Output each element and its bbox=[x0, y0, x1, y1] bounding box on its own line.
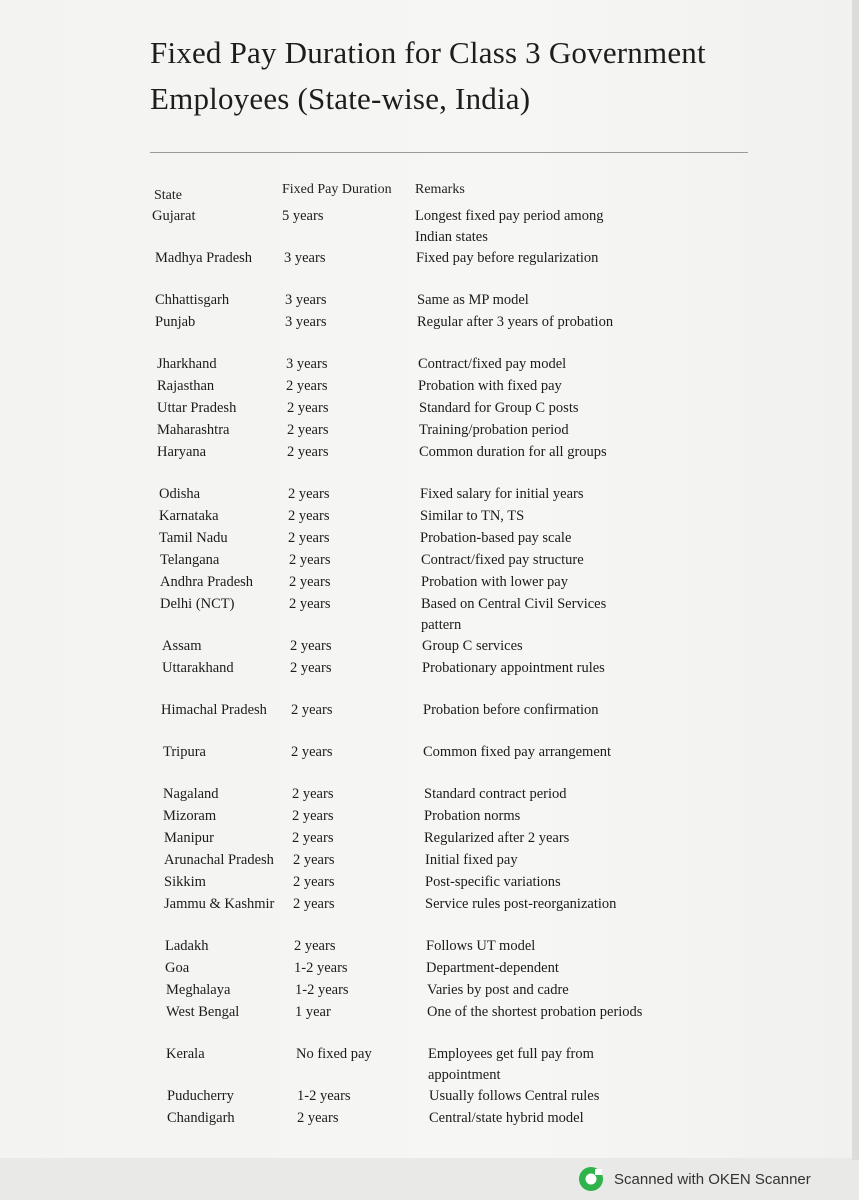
cell-duration: 2 years bbox=[291, 702, 333, 718]
cell-remarks: Training/probation period bbox=[419, 422, 569, 438]
cell-state: Meghalaya bbox=[166, 982, 231, 998]
cell-state: West Bengal bbox=[166, 1004, 240, 1020]
cell-remarks: Same as MP model bbox=[417, 292, 529, 308]
cell-duration: 2 years bbox=[288, 508, 330, 524]
cell-state: Andhra Pradesh bbox=[160, 574, 254, 590]
page-edge bbox=[852, 0, 859, 1160]
cell-remarks: Fixed salary for initial years bbox=[420, 486, 584, 502]
oken-logo-icon bbox=[578, 1166, 604, 1192]
cell-remarks: Longest fixed pay period among Indian states bbox=[415, 208, 604, 245]
cell-remarks: Service rules post-reorganization bbox=[425, 896, 617, 912]
cell-duration: 3 years bbox=[284, 250, 326, 266]
cell-state: Karnataka bbox=[159, 508, 219, 524]
cell-remarks: Contract/fixed pay model bbox=[418, 356, 567, 372]
cell-state: Odisha bbox=[159, 486, 201, 502]
scanner-text: Scanned with OKEN Scanner bbox=[614, 1170, 811, 1188]
cell-remarks: Department-dependent bbox=[426, 960, 559, 976]
cell-state: Arunachal Pradesh bbox=[164, 852, 274, 868]
cell-duration: 2 years bbox=[289, 596, 331, 612]
cell-remarks: Usually follows Central rules bbox=[429, 1088, 600, 1104]
page-title: Fixed Pay Duration for Class 3 Government Employees (State-wise, India) bbox=[150, 35, 706, 116]
cell-duration: 2 years bbox=[286, 378, 328, 394]
cell-remarks: One of the shortest probation periods bbox=[427, 1004, 643, 1020]
cell-duration: 2 years bbox=[287, 400, 329, 416]
cell-remarks: Regularized after 2 years bbox=[424, 830, 570, 846]
cell-remarks: Standard for Group C posts bbox=[419, 400, 579, 416]
cell-state: Ladakh bbox=[165, 938, 209, 954]
cell-state: Puducherry bbox=[167, 1088, 234, 1104]
cell-remarks: Regular after 3 years of probation bbox=[417, 314, 614, 330]
cell-state: Jharkhand bbox=[157, 356, 217, 372]
cell-state: Tamil Nadu bbox=[159, 530, 228, 546]
cell-duration: 2 years bbox=[297, 1110, 339, 1126]
header-remarks: Remarks bbox=[415, 182, 465, 197]
cell-remarks: Follows UT model bbox=[426, 938, 536, 954]
cell-duration: 2 years bbox=[290, 638, 332, 654]
cell-duration: 1 year bbox=[295, 1004, 331, 1020]
cell-remarks: Central/state hybrid model bbox=[429, 1110, 584, 1126]
cell-state: Delhi (NCT) bbox=[160, 596, 235, 612]
cell-remarks: Standard contract period bbox=[424, 786, 567, 802]
cell-remarks: Probation before confirmation bbox=[423, 702, 599, 718]
cell-remarks: Post-specific variations bbox=[425, 874, 561, 890]
cell-duration: 1-2 years bbox=[294, 960, 348, 976]
cell-state: Nagaland bbox=[163, 786, 219, 802]
cell-duration: 2 years bbox=[289, 574, 331, 590]
cell-remarks: Common fixed pay arrangement bbox=[423, 744, 612, 760]
cell-remarks: Initial fixed pay bbox=[425, 852, 518, 868]
cell-remarks: Contract/fixed pay structure bbox=[421, 552, 584, 568]
cell-state: Manipur bbox=[164, 830, 214, 846]
cell-duration: 2 years bbox=[288, 486, 330, 502]
cell-duration: 2 years bbox=[292, 786, 334, 802]
cell-duration: 2 years bbox=[289, 552, 331, 568]
cell-remarks: Based on Central Civil Services pattern bbox=[421, 596, 607, 633]
cell-duration: 3 years bbox=[286, 356, 328, 372]
cell-duration: 3 years bbox=[285, 292, 327, 308]
cell-duration: 1-2 years bbox=[295, 982, 349, 998]
scanner-watermark bbox=[578, 1164, 859, 1194]
cell-remarks: Common duration for all groups bbox=[419, 444, 607, 460]
cell-state: Chhattisgarh bbox=[155, 292, 230, 308]
title-divider bbox=[150, 152, 748, 153]
cell-duration: 2 years bbox=[290, 660, 332, 676]
cell-duration: 2 years bbox=[291, 744, 333, 760]
cell-state: Sikkim bbox=[164, 874, 206, 890]
cell-duration: 3 years bbox=[285, 314, 327, 330]
cell-duration: 2 years bbox=[288, 530, 330, 546]
cell-state: Haryana bbox=[157, 444, 207, 460]
cell-state: Goa bbox=[165, 960, 190, 976]
cell-duration: 2 years bbox=[293, 852, 335, 868]
cell-duration: 2 years bbox=[287, 444, 329, 460]
cell-duration: 2 years bbox=[287, 422, 329, 438]
cell-state: Tripura bbox=[163, 744, 206, 760]
cell-state: Jammu & Kashmir bbox=[164, 896, 275, 912]
cell-remarks: Fixed pay before regularization bbox=[416, 250, 599, 266]
cell-state: Kerala bbox=[166, 1046, 205, 1062]
header-state: State bbox=[154, 188, 182, 203]
cell-remarks: Similar to TN, TS bbox=[420, 508, 525, 524]
cell-remarks: Probationary appointment rules bbox=[422, 660, 605, 676]
cell-state: Uttarakhand bbox=[162, 660, 234, 676]
cell-state: Madhya Pradesh bbox=[155, 250, 253, 266]
cell-duration: 2 years bbox=[292, 830, 334, 846]
cell-state: Chandigarh bbox=[167, 1110, 235, 1126]
cell-remarks: Probation-based pay scale bbox=[420, 530, 572, 546]
header-duration: Fixed Pay Duration bbox=[282, 182, 392, 197]
cell-state: Uttar Pradesh bbox=[157, 400, 237, 416]
cell-duration: 2 years bbox=[293, 896, 335, 912]
cell-state: Rajasthan bbox=[157, 378, 215, 394]
cell-state: Mizoram bbox=[163, 808, 217, 824]
cell-state: Telangana bbox=[160, 552, 220, 568]
cell-duration: 2 years bbox=[293, 874, 335, 890]
cell-state: Gujarat bbox=[152, 208, 196, 224]
cell-remarks: Varies by post and cadre bbox=[427, 982, 569, 998]
cell-state: Himachal Pradesh bbox=[161, 702, 267, 718]
cell-remarks: Group C services bbox=[422, 638, 523, 654]
cell-duration: 2 years bbox=[292, 808, 334, 824]
cell-duration: 1-2 years bbox=[297, 1088, 351, 1104]
cell-duration: No fixed pay bbox=[296, 1046, 372, 1062]
cell-state: Assam bbox=[162, 638, 202, 654]
cell-remarks: Probation with lower pay bbox=[421, 574, 568, 590]
cell-remarks: Employees get full pay from appointment bbox=[428, 1046, 594, 1083]
cell-duration: 2 years bbox=[294, 938, 336, 954]
cell-state: Maharashtra bbox=[157, 422, 230, 438]
cell-duration: 5 years bbox=[282, 208, 324, 224]
cell-remarks: Probation with fixed pay bbox=[418, 378, 562, 394]
cell-state: Punjab bbox=[155, 314, 196, 330]
cell-remarks: Probation norms bbox=[424, 808, 521, 824]
